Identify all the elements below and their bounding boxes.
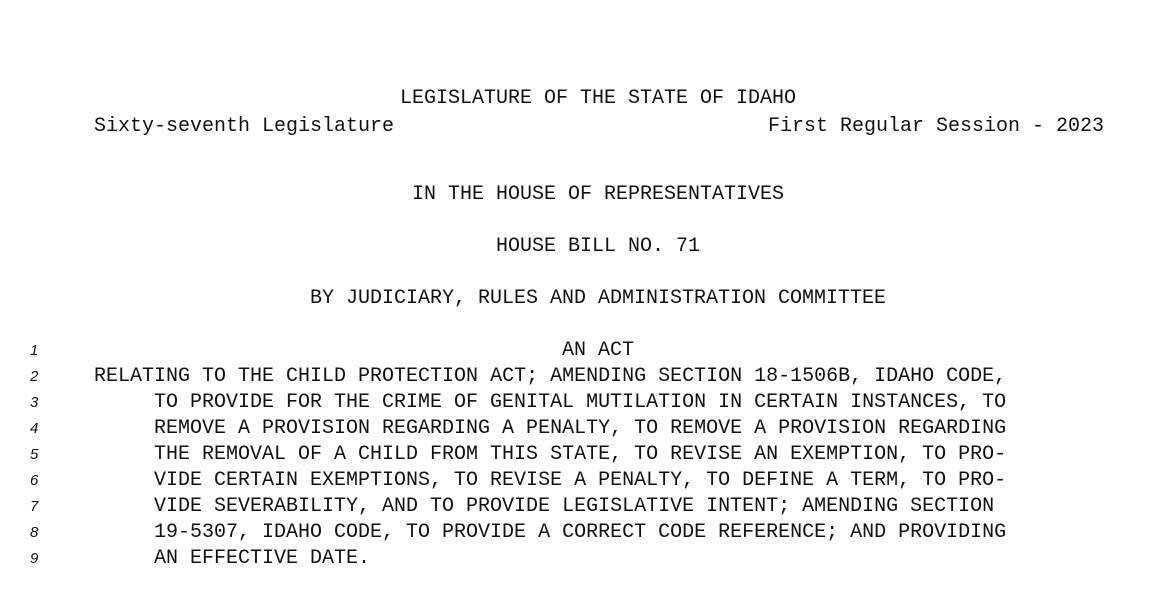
act-line-text: VIDE CERTAIN EXEMPTIONS, TO REVISE A PENALTY, TO DEFINE A TERM, TO PRO- — [154, 469, 1007, 492]
session-row — [94, 115, 1104, 138]
act-line-text: VIDE SEVERABILITY, AND TO PROVIDE LEGISLATIVE INTENT; AMENDING SECTION — [154, 495, 995, 518]
line-number: 4 — [30, 420, 39, 437]
line-number: 5 — [30, 446, 39, 463]
act-line — [0, 546, 1166, 572]
act-text — [0, 338, 1166, 572]
sponsor-line: BY JUDICIARY, RULES AND ADMINISTRATION COMMITTEE — [309, 287, 887, 310]
act-line-text: REMOVE A PROVISION REGARDING A PENALTY, TO REMOVE A PROVISION REGARDING — [154, 417, 1007, 440]
act-heading: AN ACT — [561, 339, 634, 362]
act-line — [0, 416, 1166, 442]
legislature-title: LEGISLATURE OF THE STATE OF IDAHO — [399, 87, 797, 110]
line-number: 2 — [30, 368, 39, 385]
act-line — [0, 494, 1166, 520]
act-line — [0, 364, 1166, 390]
act-line-text: 19-5307, IDAHO CODE, TO PROVIDE A CORRECT CODE REFERENCE; AND PROVIDING — [154, 521, 1007, 544]
legislature-name: Sixty-seventh Legislature — [94, 115, 395, 138]
act-line — [0, 468, 1166, 494]
line-number: 7 — [30, 498, 39, 515]
act-line — [0, 338, 1166, 364]
act-line-text: AN EFFECTIVE DATE. — [154, 547, 371, 570]
act-line — [0, 390, 1166, 416]
act-line — [0, 520, 1166, 546]
act-line-text: THE REMOVAL OF A CHILD FROM THIS STATE, TO REVISE AN EXEMPTION, TO PRO- — [154, 443, 1007, 466]
line-number: 9 — [30, 550, 39, 567]
act-line-text: TO PROVIDE FOR THE CRIME OF GENITAL MUTILATION IN CERTAIN INSTANCES, TO — [154, 391, 1007, 414]
line-number: 1 — [30, 342, 39, 359]
line-number: 8 — [30, 524, 39, 541]
line-number: 3 — [30, 394, 39, 411]
act-line-text: RELATING TO THE CHILD PROTECTION ACT; AMENDING SECTION 18-1506B, IDAHO CODE, — [94, 365, 1007, 388]
session-name: First Regular Session - 2023 — [767, 115, 1104, 138]
line-number: 6 — [30, 472, 39, 489]
chamber-heading: IN THE HOUSE OF REPRESENTATIVES — [411, 183, 785, 206]
act-line — [0, 442, 1166, 468]
bill-number: HOUSE BILL NO. 71 — [495, 235, 701, 258]
